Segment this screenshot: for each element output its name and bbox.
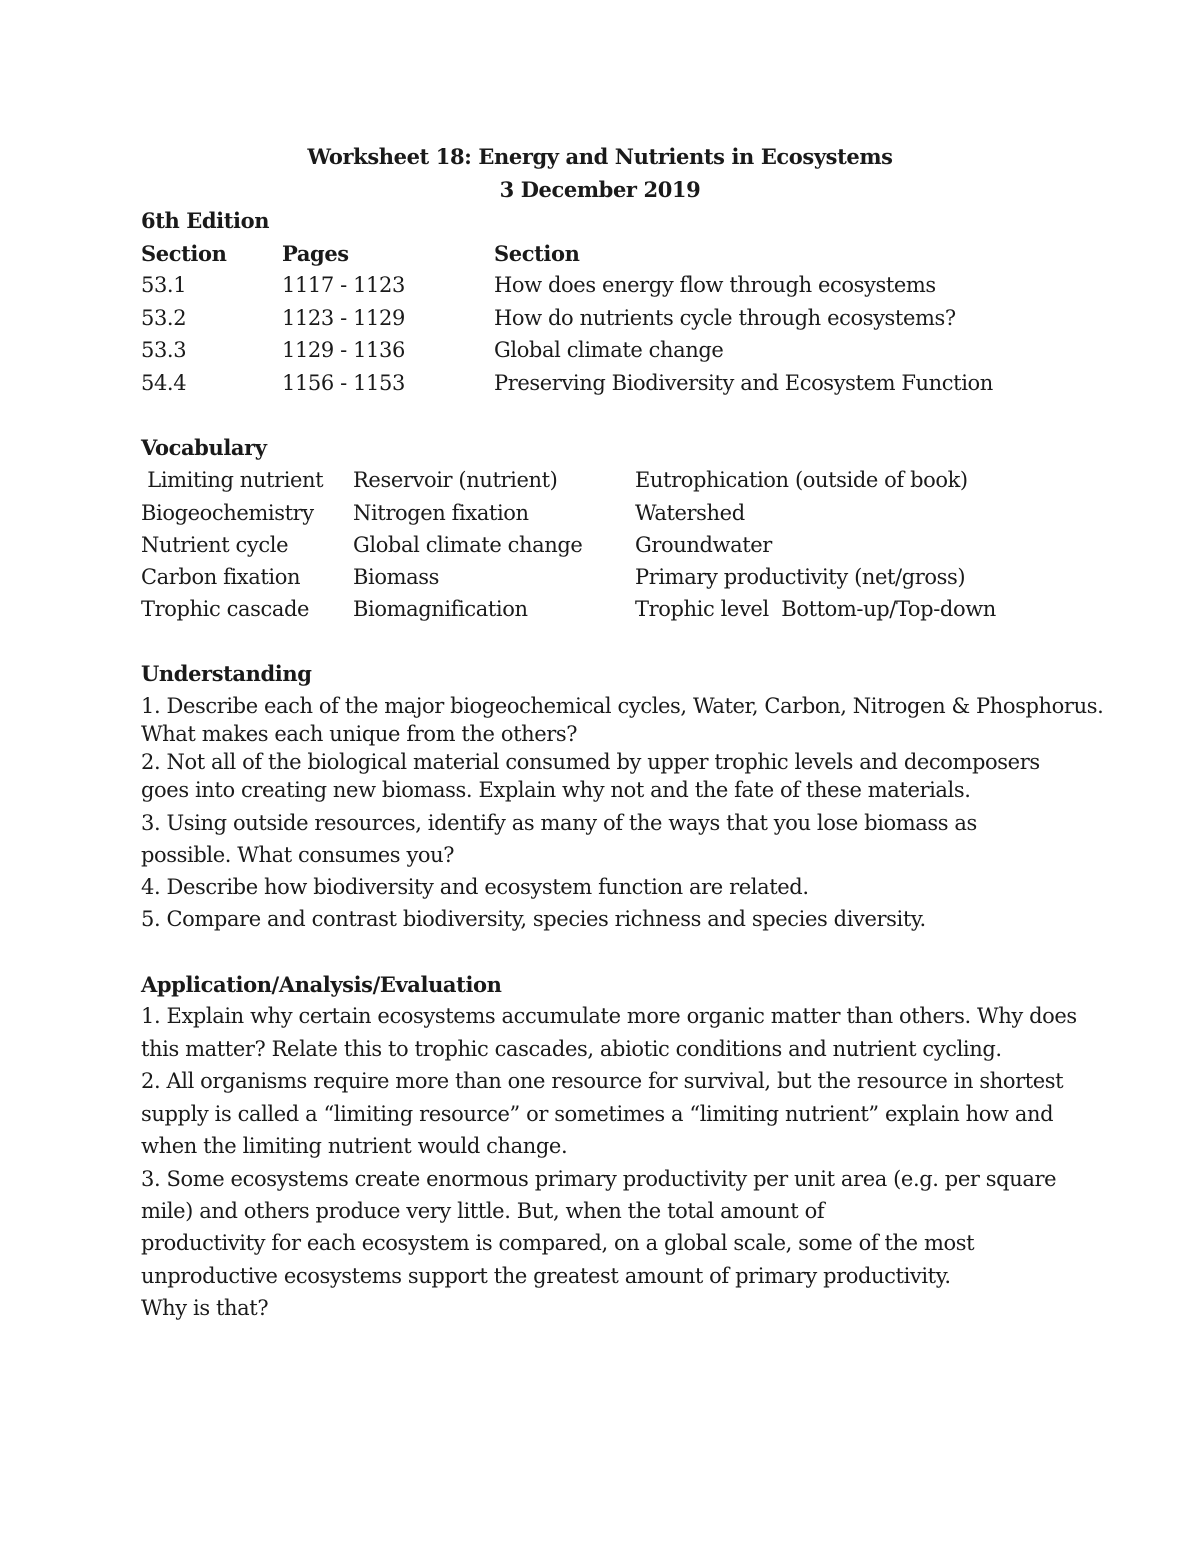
understanding-heading: Understanding: [141, 661, 312, 686]
vocab-term: Primary productivity (net/gross): [635, 565, 966, 589]
application-heading: Application/Analysis/Evaluation: [141, 972, 502, 997]
table-header-pages: Pages: [282, 241, 349, 266]
question-line: 2. Not all of the biological material consumed by upper trophic levels and decomposers: [141, 750, 1040, 774]
vocab-term: Reservoir (nutrient): [353, 468, 558, 492]
table-cell: Global climate change: [494, 338, 724, 362]
worksheet-title: Worksheet 18: Energy and Nutrients in Ecosystems: [307, 144, 893, 169]
vocab-term: Watershed: [635, 501, 745, 525]
vocab-term: Limiting nutrient: [141, 468, 324, 492]
question-line: 2. All organisms require more than one resource for survival, but the resource in shortest: [141, 1069, 1064, 1093]
question-line: 4. Describe how biodiversity and ecosystem function are related.: [141, 875, 809, 899]
table-header-section: Section: [141, 241, 227, 266]
question-line: productivity for each ecosystem is compared, on a global scale, some of the most: [141, 1231, 975, 1255]
question-line: possible. What consumes you?: [141, 843, 455, 867]
question-line: Why is that?: [141, 1296, 269, 1320]
vocab-term: Nitrogen fixation: [353, 501, 529, 525]
table-cell: How do nutrients cycle through ecosystems?: [494, 306, 956, 330]
vocab-term: Biomass: [353, 565, 439, 589]
vocab-term: Groundwater: [635, 533, 772, 557]
vocab-term: Eutrophication (outside of book): [635, 468, 968, 492]
vocab-term: Biomagnification: [353, 597, 528, 621]
worksheet-date: 3 December 2019: [499, 177, 701, 202]
table-cell: How does energy flow through ecosystems: [494, 273, 936, 297]
vocab-term: Global climate change: [353, 533, 583, 557]
vocab-term: Carbon fixation: [141, 565, 301, 589]
table-cell: 53.1: [141, 273, 187, 297]
question-line: this matter? Relate this to trophic cascades, abiotic conditions and nutrient cycling.: [141, 1037, 1002, 1061]
question-line: 3. Some ecosystems create enormous primary productivity per unit area (e.g. per square: [141, 1167, 1057, 1191]
vocab-term: Nutrient cycle: [141, 533, 289, 557]
table-cell: 54.4: [141, 371, 187, 395]
question-line: unproductive ecosystems support the greatest amount of primary productivity.: [141, 1264, 951, 1288]
question-line: 1. Describe each of the major biogeochemical cycles, Water, Carbon, Nitrogen & Phosphorus.: [141, 694, 1104, 718]
table-cell: Preserving Biodiversity and Ecosystem Function: [494, 371, 993, 395]
table-cell: 1129 - 1136: [282, 338, 405, 362]
vocab-term: Biogeochemistry: [141, 501, 314, 525]
edition-label: 6th Edition: [141, 208, 270, 233]
table-header-section-title: Section: [494, 241, 580, 266]
question-line: 5. Compare and contrast biodiversity, species richness and species diversity.: [141, 907, 926, 931]
question-line: supply is called a “limiting resource” or sometimes a “limiting nutrient” explain how and: [141, 1102, 1054, 1126]
table-cell: 1156 - 1153: [282, 371, 405, 395]
question-line: mile) and others produce very little. But, when the total amount of: [141, 1199, 825, 1223]
table-cell: 53.3: [141, 338, 187, 362]
question-line: What makes each unique from the others?: [141, 722, 578, 746]
table-cell: 53.2: [141, 306, 187, 330]
vocab-term: Trophic level Bottom-up/Top-down: [635, 597, 996, 621]
table-cell: 1123 - 1129: [282, 306, 405, 330]
question-line: goes into creating new biomass. Explain why not and the fate of these materials.: [141, 778, 971, 802]
question-line: 1. Explain why certain ecosystems accumulate more organic matter than others. Why does: [141, 1004, 1077, 1028]
table-cell: 1117 - 1123: [282, 273, 405, 297]
vocab-term: Trophic cascade: [141, 597, 310, 621]
question-line: when the limiting nutrient would change.: [141, 1134, 568, 1158]
question-line: 3. Using outside resources, identify as many of the ways that you lose biomass as: [141, 811, 977, 835]
vocabulary-heading: Vocabulary: [141, 435, 267, 460]
